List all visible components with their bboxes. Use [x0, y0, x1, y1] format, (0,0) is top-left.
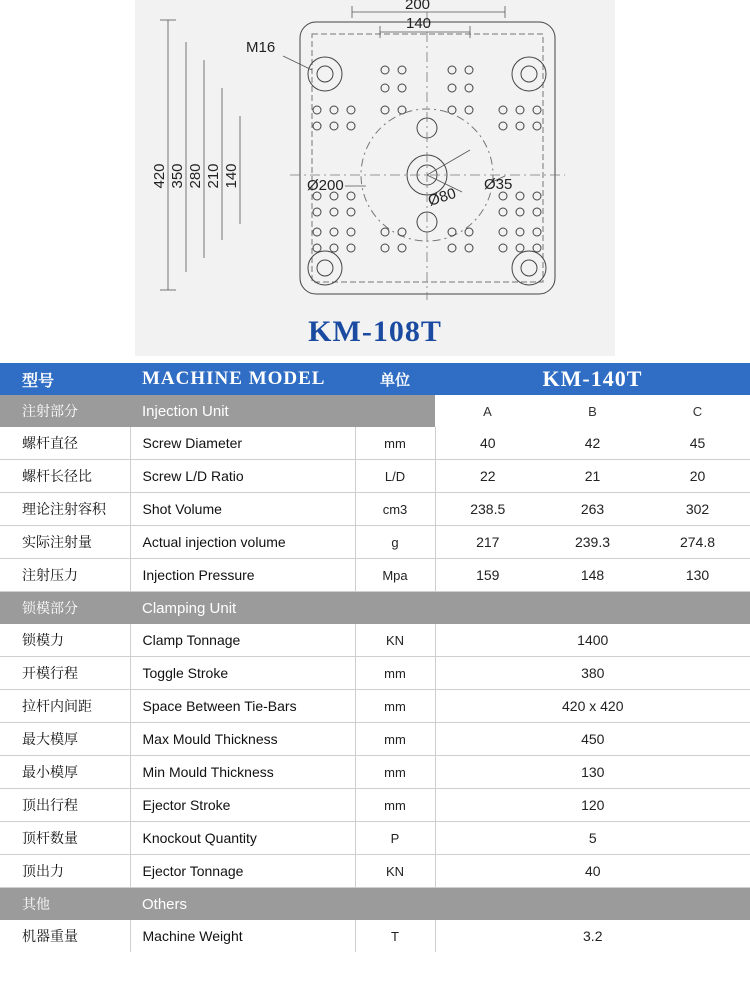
- row-unit: KN: [355, 624, 435, 657]
- section-clamping-zh: 锁模部分: [0, 592, 130, 625]
- technical-drawing: [0, 0, 750, 363]
- row-label-en: Machine Weight: [130, 920, 355, 952]
- table-header-row: [0, 363, 750, 395]
- section-header-injection-unit: [0, 395, 750, 427]
- row-value-a: 159: [435, 559, 540, 592]
- row-label-en: Max Mould Thickness: [130, 723, 355, 756]
- section-others-zh: 其他: [0, 888, 130, 921]
- row-value: 1400: [435, 624, 750, 657]
- section-clamping-en: Clamping Unit: [130, 592, 355, 625]
- row-value: 130: [435, 756, 750, 789]
- row-label-en: Shot Volume: [130, 493, 355, 526]
- drawing-svg: [0, 0, 750, 356]
- table-row: [0, 756, 750, 789]
- section-others-unit-blank: [355, 888, 435, 921]
- row-value-a: 238.5: [435, 493, 540, 526]
- row-value: 40: [435, 855, 750, 888]
- row-label-en: Toggle Stroke: [130, 657, 355, 690]
- row-unit: mm: [355, 427, 435, 460]
- row-value: 3.2: [435, 920, 750, 952]
- row-value-c: 45: [645, 427, 750, 460]
- table-row: [0, 855, 750, 888]
- row-label-zh: 锁模力: [0, 624, 130, 657]
- row-label-zh: 螺杆长径比: [0, 460, 130, 493]
- row-unit: mm: [355, 657, 435, 690]
- table-row: [0, 460, 750, 493]
- table-row: [0, 427, 750, 460]
- section-clamping-unit-blank: [355, 592, 435, 625]
- row-label-en: Ejector Tonnage: [130, 855, 355, 888]
- dim-left-140: 140: [223, 163, 240, 189]
- header-machine-model: KM-140T: [435, 363, 750, 395]
- row-label-en: Knockout Quantity: [130, 822, 355, 855]
- row-label-zh: 最大模厚: [0, 723, 130, 756]
- row-label-en: Space Between Tie-Bars: [130, 690, 355, 723]
- row-unit: mm: [355, 690, 435, 723]
- row-unit: mm: [355, 723, 435, 756]
- row-value-a: 40: [435, 427, 540, 460]
- row-value-a: 22: [435, 460, 540, 493]
- row-value: 420 x 420: [435, 690, 750, 723]
- row-value: 380: [435, 657, 750, 690]
- section-others-value-blank: [435, 888, 750, 921]
- row-unit: mm: [355, 756, 435, 789]
- dia-200: Ø200: [307, 177, 344, 194]
- header-model-en: MACHINE MODEL: [130, 363, 355, 395]
- row-value-b: 239.3: [540, 526, 645, 559]
- row-label-zh: 顶杆数量: [0, 822, 130, 855]
- row-unit: T: [355, 920, 435, 952]
- row-unit: P: [355, 822, 435, 855]
- row-label-en: Screw Diameter: [130, 427, 355, 460]
- row-label-zh: 开模行程: [0, 657, 130, 690]
- table-row: [0, 493, 750, 526]
- row-label-zh: 螺杆直径: [0, 427, 130, 460]
- section-clamping-value-blank: [435, 592, 750, 625]
- subcolumn-c: C: [645, 395, 750, 427]
- row-unit: cm3: [355, 493, 435, 526]
- row-label-zh: 理论注射容积: [0, 493, 130, 526]
- row-label-en: Injection Pressure: [130, 559, 355, 592]
- row-label-zh: 实际注射量: [0, 526, 130, 559]
- row-unit: Mpa: [355, 559, 435, 592]
- table-row: [0, 723, 750, 756]
- row-value-b: 263: [540, 493, 645, 526]
- row-unit: L/D: [355, 460, 435, 493]
- row-value: 120: [435, 789, 750, 822]
- table-row: [0, 559, 750, 592]
- row-label-zh: 拉杆内间距: [0, 690, 130, 723]
- table-row: [0, 822, 750, 855]
- row-value: 450: [435, 723, 750, 756]
- row-label-en: Ejector Stroke: [130, 789, 355, 822]
- row-value-c: 302: [645, 493, 750, 526]
- dim-top-140: 140: [406, 15, 432, 32]
- section-injection-zh: 注射部分: [0, 395, 130, 427]
- row-value-b: 148: [540, 559, 645, 592]
- table-row: [0, 920, 750, 952]
- header-unit: 单位: [355, 363, 435, 395]
- dia-35: Ø35: [484, 176, 513, 193]
- subcolumn-a: A: [435, 395, 540, 427]
- row-value-c: 20: [645, 460, 750, 493]
- table-row: [0, 624, 750, 657]
- dim-left-210: 210: [205, 163, 222, 189]
- label-m16: M16: [246, 39, 276, 56]
- row-label-en: Actual injection volume: [130, 526, 355, 559]
- section-header-others: [0, 888, 750, 921]
- drawing-model-caption: KM-108T: [308, 315, 442, 348]
- row-value-b: 21: [540, 460, 645, 493]
- row-label-zh: 顶出行程: [0, 789, 130, 822]
- dim-left-420: 420: [151, 163, 168, 189]
- table-row: [0, 690, 750, 723]
- dim-left-350: 350: [169, 163, 186, 189]
- specification-table: [0, 363, 750, 952]
- row-value-b: 42: [540, 427, 645, 460]
- section-header-clamping-unit: [0, 592, 750, 625]
- section-injection-unit-blank: [355, 395, 435, 427]
- table-row: [0, 657, 750, 690]
- subcolumn-b: B: [540, 395, 645, 427]
- row-label-zh: 机器重量: [0, 920, 130, 952]
- row-value: 5: [435, 822, 750, 855]
- row-value-c: 274.8: [645, 526, 750, 559]
- dim-top-200: 200: [405, 0, 431, 13]
- row-unit: KN: [355, 855, 435, 888]
- row-unit: g: [355, 526, 435, 559]
- row-value-c: 130: [645, 559, 750, 592]
- row-label-en: Min Mould Thickness: [130, 756, 355, 789]
- row-label-zh: 顶出力: [0, 855, 130, 888]
- section-others-en: Others: [130, 888, 355, 921]
- table-row: [0, 526, 750, 559]
- row-label-en: Clamp Tonnage: [130, 624, 355, 657]
- row-unit: mm: [355, 789, 435, 822]
- header-model-zh: 型号: [0, 363, 130, 395]
- table-row: [0, 789, 750, 822]
- row-label-en: Screw L/D Ratio: [130, 460, 355, 493]
- dim-left-280: 280: [187, 163, 204, 189]
- section-injection-en: Injection Unit: [130, 395, 355, 427]
- row-label-zh: 最小模厚: [0, 756, 130, 789]
- dia-80: Ø80: [425, 184, 459, 210]
- row-label-zh: 注射压力: [0, 559, 130, 592]
- row-value-a: 217: [435, 526, 540, 559]
